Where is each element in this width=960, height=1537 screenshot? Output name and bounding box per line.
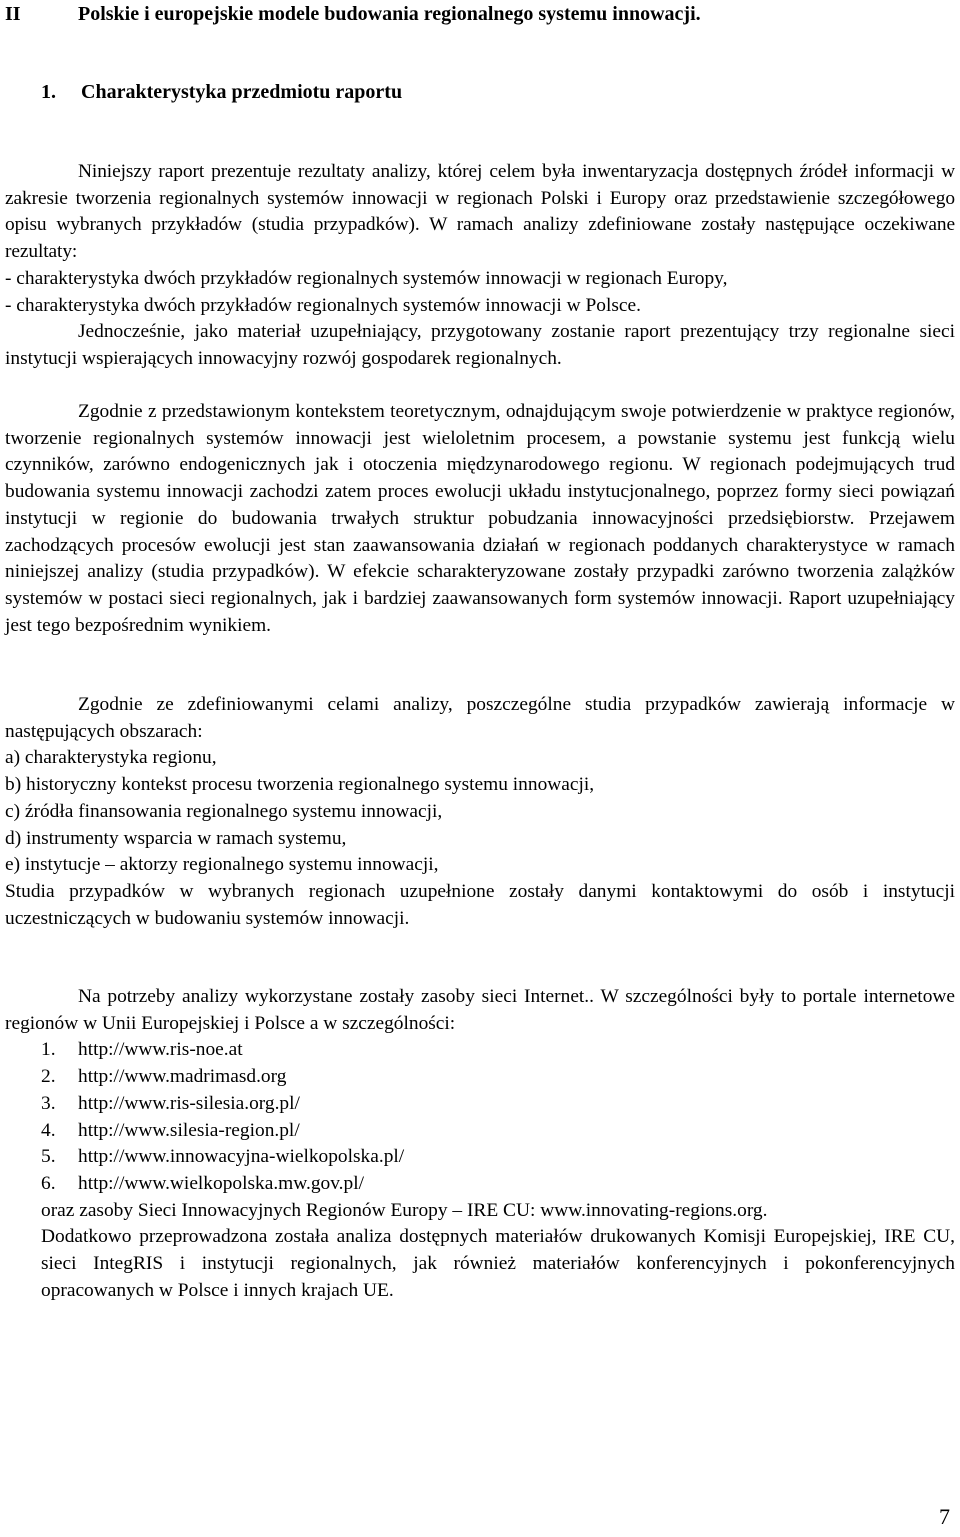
- link-item: 3. http://www.ris-silesia.org.pl/: [41, 1092, 300, 1114]
- sources-lead: Na potrzeby analizy wykorzystane zostały zasoby sieci Internet.. W szczególności były to portale internetowe regionów w Unii Europejskiej i Polsce a w szczególności:: [5, 986, 955, 1034]
- intro-paragraph: Niniejszy raport prezentuje rezultaty analizy, której celem była inwentaryzacja dostępnych źródeł informacji w zakresie tworzenia regionalnych systemów innowacji w regionach Polski i Europy oraz przedstawienie szczegółowego opisu wybranych przykładów (studia przypadków). W ramach analizy zdefiniowane zostały następujące oczekiwane rezultaty:: [5, 161, 955, 263]
- areas-closing: Studia przypadków w wybranych regionach uzupełnione zostały danymi kontaktowymi do osób i instytucji uczestniczących w budowaniu systemów innowacji.: [5, 880, 955, 929]
- area-item: c) źródła finansowania regionalnego systemu innowacji,: [5, 800, 443, 822]
- area-item: b) historyczny kontekst procesu tworzenia regionalnego systemu innowacji,: [5, 774, 595, 796]
- section-number: II: [5, 3, 21, 25]
- links-list: [5, 1037, 955, 1197]
- sources-outro: [41, 1198, 955, 1305]
- link-url[interactable]: http://www.silesia-region.pl/: [78, 1119, 300, 1141]
- link-url[interactable]: http://www.wielkopolska.mw.gov.pl/: [78, 1172, 364, 1194]
- subsection-number: 1.: [41, 81, 56, 103]
- result-item: - charakterystyka dwóch przykładów regionalnych systemów innowacji w regionach Europy,: [5, 267, 728, 289]
- context-block: [5, 399, 955, 639]
- intro-block: [5, 159, 955, 373]
- additional-analysis-sentence: Dodatkowo przeprowadzona została analiza dostępnych materiałów drukowanych Komisji Europejskiej, IRE CU, sieci IntegRIS i instytucji regionalnych, jak również materiałów konferencyjnych i pokonferencyjnych opracowanych w Polsce i innych krajach UE.: [41, 1226, 955, 1301]
- areas-lead: Zgodnie ze zdefiniowanymi celami analizy, poszczególne studia przypadków zawierają informacje w następujących obszarach:: [5, 694, 955, 742]
- link-url[interactable]: http://www.ris-noe.at: [78, 1039, 243, 1061]
- subsection-heading: [41, 78, 402, 106]
- link-item: 1. http://www.ris-noe.at: [41, 1039, 243, 1061]
- page-number: 7: [939, 1504, 950, 1529]
- area-item: a) charakterystyka regionu,: [5, 747, 217, 769]
- link-url[interactable]: http://www.innowacyjna-wielkopolska.pl/: [78, 1146, 405, 1168]
- areas-block: [5, 692, 955, 932]
- sources-block: [5, 984, 955, 1304]
- link-url[interactable]: http://www.ris-silesia.org.pl/: [78, 1092, 300, 1114]
- link-item: 5. http://www.innowacyjna-wielkopolska.pl/: [41, 1146, 405, 1168]
- addition-paragraph: Jednocześnie, jako materiał uzupełniający, przygotowany zostanie raport prezentujący trzy regionalne sieci instytucji wspierających innowacyjny rozwój gospodarek regionalnych.: [5, 321, 955, 369]
- area-item: e) instytucje – aktorzy regionalnego systemu innowacji,: [5, 854, 439, 876]
- context-paragraph: Zgodnie z przedstawionym kontekstem teoretycznym, odnajdującym swoje potwierdzenie w praktyce regionów, tworzenie regionalnych systemów innowacji jest wieloletnim procesem, a powstanie systemu jest funkcją wielu czynników, zarówno endogenicznych jak i otoczenia międzynarodowego regionu. W regionach podejmujących trud budowania systemu innowacji zachodzi zatem proces ewolucji układu instytucjonalnego, poprzez formy sieci powiązań instytucji w regionie do budowania trwałych struktur pobudzania innowacyjności przedsiębiorstw. Przejawem zachodzących procesów ewolucji jest stan zaawansowania działań w regionach poddanych charakterystyce w ramach niniejszej analizy (studia przypadków). W efekcie scharakteryzowane zostały przypadki zarówno tworzenia zalążków systemów w postaci sieci regionalnych, jak i bardziej zaawansowanych form systemów innowacji. Raport uzupełniający jest tego bezpośrednim wynikiem.: [5, 401, 955, 636]
- area-item: d) instrumenty wsparcia w ramach systemu,: [5, 827, 347, 849]
- link-url[interactable]: http://www.madrimasd.org: [78, 1066, 287, 1088]
- link-item: 2. http://www.madrimasd.org: [41, 1066, 287, 1088]
- section-title: Polskie i europejskie modele budowania regionalnego systemu innowacji.: [78, 3, 701, 25]
- link-item: 4. http://www.silesia-region.pl/: [41, 1119, 300, 1141]
- link-item: 6. http://www.wielkopolska.mw.gov.pl/: [41, 1172, 364, 1194]
- subsection-title: Charakterystyka przedmiotu raportu: [81, 81, 403, 103]
- ire-cu-sentence: oraz zasoby Sieci Innowacyjnych Regionów Europy – IRE CU: www.innovating-regions.org.: [41, 1199, 768, 1221]
- result-item: - charakterystyka dwóch przykładów regionalnych systemów innowacji w Polsce.: [5, 294, 641, 316]
